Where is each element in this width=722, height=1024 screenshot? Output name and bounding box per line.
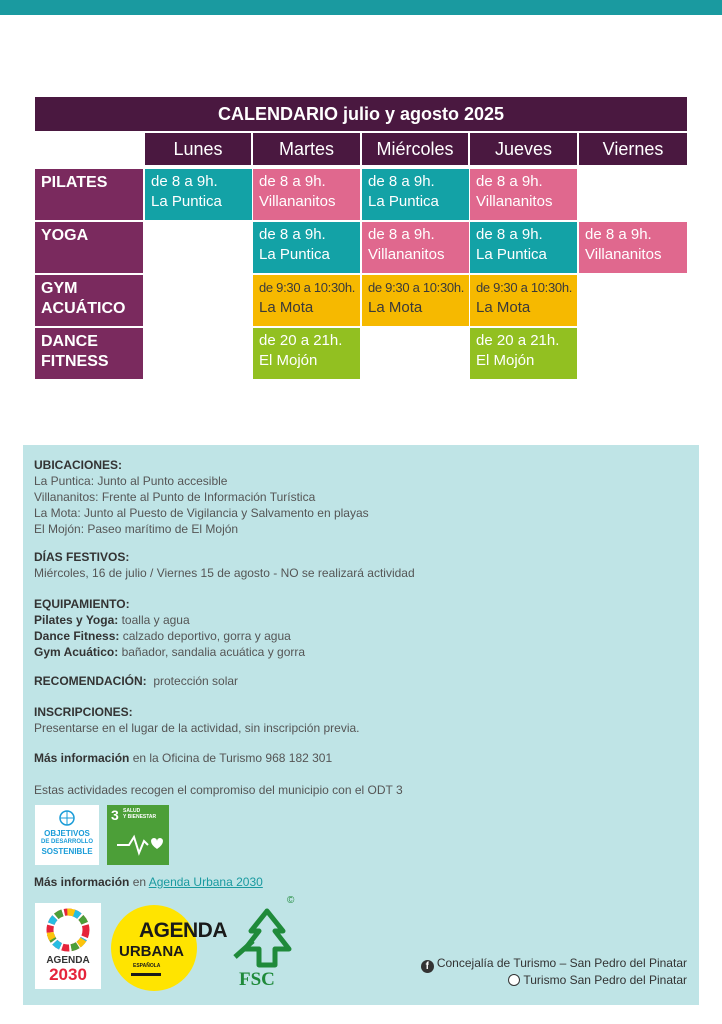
- cell-place: Villananitos: [585, 246, 662, 263]
- au-bar: [131, 973, 161, 976]
- fsc-logo: [229, 895, 305, 993]
- info-panel: [23, 445, 699, 1005]
- cell-place: La Mota: [476, 299, 531, 316]
- equip-text: calzado deportivo, gorra y agua: [119, 629, 291, 643]
- schedule-cell: [362, 275, 469, 326]
- top-accent-bar: [0, 0, 722, 15]
- instagram-text: Turismo San Pedro del Pinatar: [523, 973, 687, 987]
- facebook-text: Concejalía de Turismo – San Pedro del Pinatar: [436, 956, 687, 970]
- recomendacion-text: protección solar: [146, 674, 239, 688]
- cell-time: de 8 a 9h.: [259, 173, 326, 190]
- cell-place: La Puntica: [476, 246, 547, 263]
- cell-time: de 8 a 9h.: [476, 173, 543, 190]
- schedule-cell: [253, 169, 360, 220]
- schedule-cell: [470, 275, 577, 326]
- cell-place: Villananitos: [368, 246, 445, 263]
- au-text-1: AGENDA: [139, 919, 228, 942]
- mas-info2-mid: en: [129, 875, 149, 889]
- cell-time: de 8 a 9h.: [259, 226, 326, 243]
- schedule-cell: [470, 328, 577, 379]
- schedule-cell: [362, 222, 469, 273]
- day-header-jueves: Jueves: [470, 133, 577, 165]
- mas-info-line: [34, 750, 332, 766]
- cell-place: El Mojón: [259, 352, 318, 369]
- mas-info2-label: Más información: [34, 875, 130, 889]
- equip-label: Pilates y Yoga:: [34, 613, 119, 627]
- cell-place: Villananitos: [476, 193, 553, 210]
- mas-info-agenda-line: [34, 874, 263, 890]
- sdg-logo-line3: SOSTENIBLE: [41, 847, 93, 856]
- sdg3-label-2: Y BIENESTAR: [123, 814, 157, 820]
- sdg-wheel-icon: [35, 903, 101, 953]
- equipamiento-heading: EQUIPAMIENTO:: [34, 597, 130, 611]
- day-header-lunes: Lunes: [145, 133, 251, 165]
- fsc-text: FSC: [239, 969, 275, 990]
- schedule-cell: [470, 169, 577, 220]
- mas-info-label: Más información: [34, 751, 130, 765]
- mas-info-text: en la Oficina de Turismo 968 182 301: [129, 751, 333, 765]
- sdg3-logo: [107, 805, 169, 865]
- festivos-text: Miércoles, 16 de julio / Viernes 15 de agosto - NO se realizará actividad: [34, 566, 415, 580]
- schedule-cell: [253, 222, 360, 273]
- schedule-cell: [362, 169, 469, 220]
- activity-name: DANCE: [41, 333, 98, 350]
- sdg-logo: [35, 805, 99, 865]
- equip-label: Dance Fitness:: [34, 629, 120, 643]
- activity-name-2: FITNESS: [41, 353, 109, 370]
- cell-place: La Puntica: [151, 193, 222, 210]
- ubicaciones-heading: UBICACIONES:: [34, 458, 123, 472]
- equip-text: toalla y agua: [118, 613, 190, 627]
- day-header-martes: Martes: [253, 133, 360, 165]
- activity-yoga: [35, 222, 143, 273]
- recomendacion-section: [34, 673, 238, 689]
- agenda-2030-logo: [35, 903, 101, 989]
- festivos-heading: DÍAS FESTIVOS:: [34, 550, 130, 564]
- facebook-icon: f: [421, 960, 434, 973]
- calendar-title: CALENDARIO julio y agosto 2025: [35, 97, 687, 131]
- equip-text: bañador, sandalia acuática y gorra: [118, 645, 306, 659]
- activity-name: GYM: [41, 280, 78, 297]
- cell-time: de 9:30 a 10:30h.: [368, 280, 465, 295]
- cell-time: de 8 a 9h.: [585, 226, 652, 243]
- ubicacion-item: El Mojón: Paseo marítimo de El Mojón: [34, 522, 239, 536]
- schedule-cell: [579, 222, 687, 273]
- cell-time: de 9:30 a 10:30h.: [476, 280, 573, 295]
- agenda2030-text: AGENDA: [46, 955, 90, 966]
- equip-item: [34, 644, 305, 660]
- inscripciones-heading: INSCRIPCIONES:: [34, 705, 133, 719]
- sdg3-label-1: SALUD: [123, 808, 141, 814]
- cell-place: El Mojón: [476, 352, 535, 369]
- inscripciones-section: [34, 704, 360, 736]
- equip-item: [34, 612, 305, 628]
- au-text-3: ESPAÑOLA: [133, 963, 161, 969]
- sdg-logo-line2: DE DESARROLLO: [40, 839, 93, 845]
- cell-place: La Mota: [368, 299, 423, 316]
- ubicacion-item: La Mota: Junto al Puesto de Vigilancia y Salvamento en playas: [34, 506, 369, 520]
- ubicacion-item: Villananitos: Frente al Punto de Información Turística: [34, 490, 316, 504]
- cell-time: de 20 a 21h.: [259, 332, 343, 349]
- schedule-cell: [253, 275, 360, 326]
- cell-place: La Mota: [259, 299, 314, 316]
- activity-name: PILATES: [41, 174, 108, 191]
- ubicaciones-section: [34, 457, 369, 537]
- cell-time: de 8 a 9h.: [368, 226, 435, 243]
- ubicacion-item: La Puntica: Junto al Punto accesible: [34, 474, 228, 488]
- facebook-line[interactable]: [421, 956, 687, 973]
- schedule-cell: [253, 328, 360, 379]
- cell-place: Villananitos: [259, 193, 336, 210]
- sdg-logo-line1: OBJETIVOS: [44, 829, 90, 838]
- cell-place: La Puntica: [259, 246, 330, 263]
- recomendacion-label: RECOMENDACIÓN:: [34, 674, 147, 688]
- agenda-urbana-link[interactable]: Agenda Urbana 2030: [148, 875, 263, 889]
- activity-name-2: ACUÁTICO: [41, 300, 126, 317]
- day-header-viernes: Viernes: [579, 133, 687, 165]
- schedule-cell: [145, 169, 252, 220]
- activity-gym-acuatico: [35, 275, 143, 326]
- day-header-miercoles: Miércoles: [362, 133, 468, 165]
- activity-dance-fitness: [35, 328, 143, 379]
- festivos-section: [34, 549, 415, 581]
- inscripciones-text: Presentarse en el lugar de la actividad, sin inscripción previa.: [34, 721, 360, 735]
- odt-text: Estas actividades recogen el compromiso del municipio con el ODT 3: [34, 783, 403, 797]
- cell-time: de 20 a 21h.: [476, 332, 560, 349]
- cell-place: La Puntica: [368, 193, 439, 210]
- instagram-line[interactable]: [508, 973, 687, 987]
- fsc-tree-icon: [229, 907, 305, 969]
- cell-time: de 9:30 a 10:30h.: [259, 280, 356, 295]
- agenda-urbana-logo: [111, 903, 228, 991]
- sdg3-number: 3: [111, 807, 119, 823]
- equip-item: [34, 628, 305, 644]
- activity-name: YOGA: [41, 227, 89, 244]
- agenda2030-year: 2030: [49, 965, 87, 984]
- schedule-cell: [470, 222, 577, 273]
- au-text-2: URBANA: [119, 943, 184, 960]
- cell-time: de 8 a 9h.: [368, 173, 435, 190]
- instagram-icon: [508, 974, 520, 986]
- activity-pilates: [35, 169, 143, 220]
- equipamiento-section: [34, 596, 305, 660]
- fsc-registered: ©: [287, 895, 295, 906]
- equip-label: Gym Acuático:: [34, 645, 119, 659]
- cell-time: de 8 a 9h.: [151, 173, 218, 190]
- cell-time: de 8 a 9h.: [476, 226, 543, 243]
